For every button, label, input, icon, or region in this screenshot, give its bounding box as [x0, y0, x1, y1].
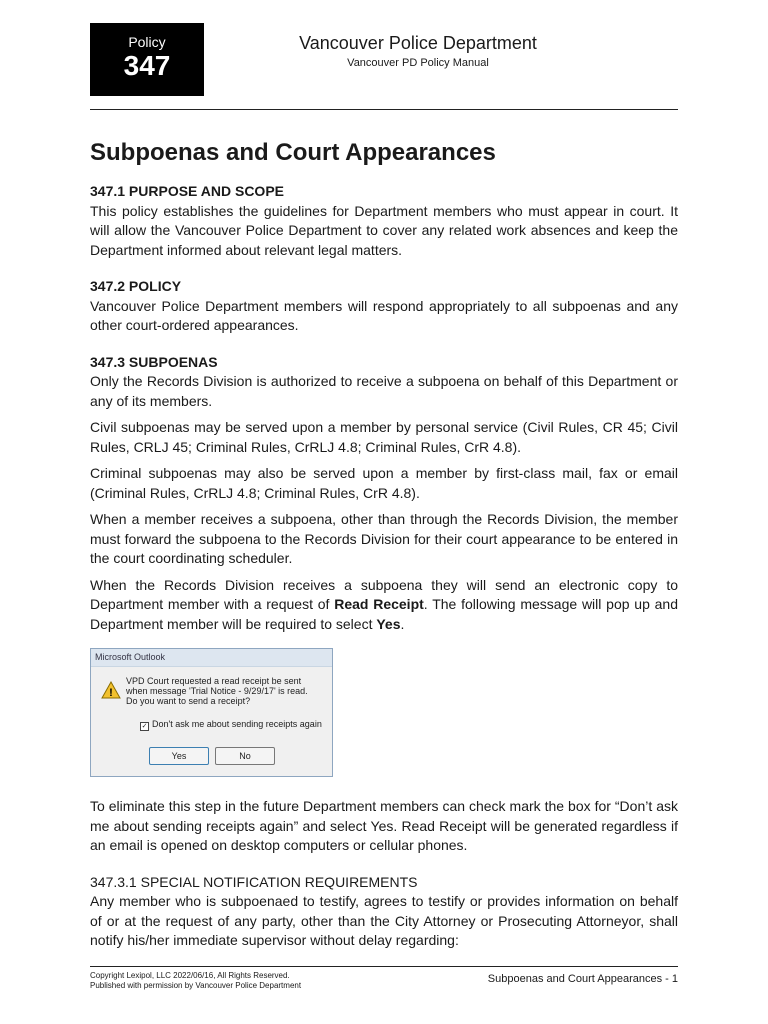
- policy-number: 347: [123, 50, 171, 81]
- no-button[interactable]: No: [215, 747, 275, 765]
- warning-mark: !: [109, 687, 113, 699]
- footer-copyright: [90, 971, 301, 991]
- p5-text-c: . The following message will pop up and Department member will be required to select: [90, 596, 678, 632]
- copyright-line: Copyright Lexipol, LLC 2022/06/16, All Rights Reserved.: [90, 971, 290, 980]
- section-heading-purpose: 347.1 PURPOSE AND SCOPE: [90, 183, 284, 199]
- subpoenas-paragraph-1: Only the Records Division is authorized to receive a subpoena on behalf of this Department or any of its members.: [90, 373, 678, 409]
- checkbox[interactable]: ✓: [141, 723, 148, 730]
- subpoenas-paragraph-2: Civil subpoenas may be served upon a member by personal service (Civil Rules, CR 45; Civil Rules, CRLJ 45; Criminal Rules, CrRLJ 4.8; Criminal Rules, CrR 4.8).: [90, 419, 678, 455]
- outlook-dialog-screenshot: [90, 648, 333, 777]
- manual-name: Vancouver PD Policy Manual: [347, 57, 489, 69]
- policy-label: Policy: [128, 34, 166, 50]
- header-divider: [90, 109, 678, 110]
- yes-emphasis: Yes: [376, 615, 401, 632]
- yes-button[interactable]: Yes: [149, 747, 209, 765]
- subpoenas-paragraph-4: When a member receives a subpoena, other than through the Records Division, the member must forward the subpoena to the Records Division for their court appearance to be entered in the court coordinating scheduler.: [90, 511, 678, 566]
- dialog-title: Microsoft Outlook: [91, 649, 332, 667]
- document-header: [204, 33, 632, 69]
- special-notification-text: Any member who is subpoenaed to testify, agrees to testify or provides information on behalf of or at the request of any party, other than the City Attorney or Prosecuting Attorneyor, shall notify his/her immediate supervisor without delay regarding:: [90, 893, 678, 948]
- p5-text-a: When the Records Division receives a subpoena they will send an electronic copy to Department member with a request of: [90, 576, 678, 612]
- document-body: [90, 182, 678, 951]
- policy-number-box: [90, 23, 204, 96]
- warning-icon: [101, 681, 121, 699]
- section-heading-policy: 347.2 POLICY: [90, 278, 182, 294]
- subpoenas-paragraph-5: [90, 576, 678, 635]
- purpose-text: This policy establishes the guidelines for Department members who must appear in court. It will allow the Vancouver Police Department to cover any related work absences and keep the Department informed about relevant legal matters.: [90, 202, 678, 258]
- section-heading-special-notification: 347.3.1 SPECIAL NOTIFICATION REQUIREMENTS: [90, 873, 418, 890]
- checkbox-label: Don't ask me about sending receipts again: [152, 719, 322, 729]
- section-heading-subpoenas: 347.3 SUBPOENAS: [90, 353, 218, 370]
- page-title: Subpoenas and Court Appearances: [90, 139, 496, 166]
- policy-text: Vancouver Police Department members will respond appropriately to all subpoenas and any other court-ordered appearances.: [90, 297, 678, 333]
- dialog-message: VPD Court requested a read receipt be sent when message 'Trial Notice - 9/29/17' is read. Do you want to send a receipt?: [126, 676, 308, 706]
- footer-page-label: Subpoenas and Court Appearances - 1: [487, 973, 678, 985]
- subpoenas-paragraph-3: Criminal subpoenas may also be served upon a member by first-class mail, fax or email (Criminal Rules, CrRLJ 4.8; Criminal Rules, CrR 4.8).: [90, 465, 678, 501]
- footer-divider: [90, 966, 678, 967]
- department-name: Vancouver Police Department: [299, 33, 537, 53]
- read-receipt-emphasis: Read Receipt: [334, 596, 424, 612]
- subpoenas-paragraph-6: To eliminate this step in the future Department members can check mark the box for “Don’t ask me about sending receipts again” and select Yes. Read Receipt will be generated regardless if an email is opened on desktop computers or cellular phones.: [90, 798, 678, 853]
- p5-text-e: .: [400, 615, 405, 632]
- dont-ask-checkbox-row[interactable]: [140, 719, 322, 731]
- permission-line: Published with permission by Vancouver Police Department: [90, 981, 302, 990]
